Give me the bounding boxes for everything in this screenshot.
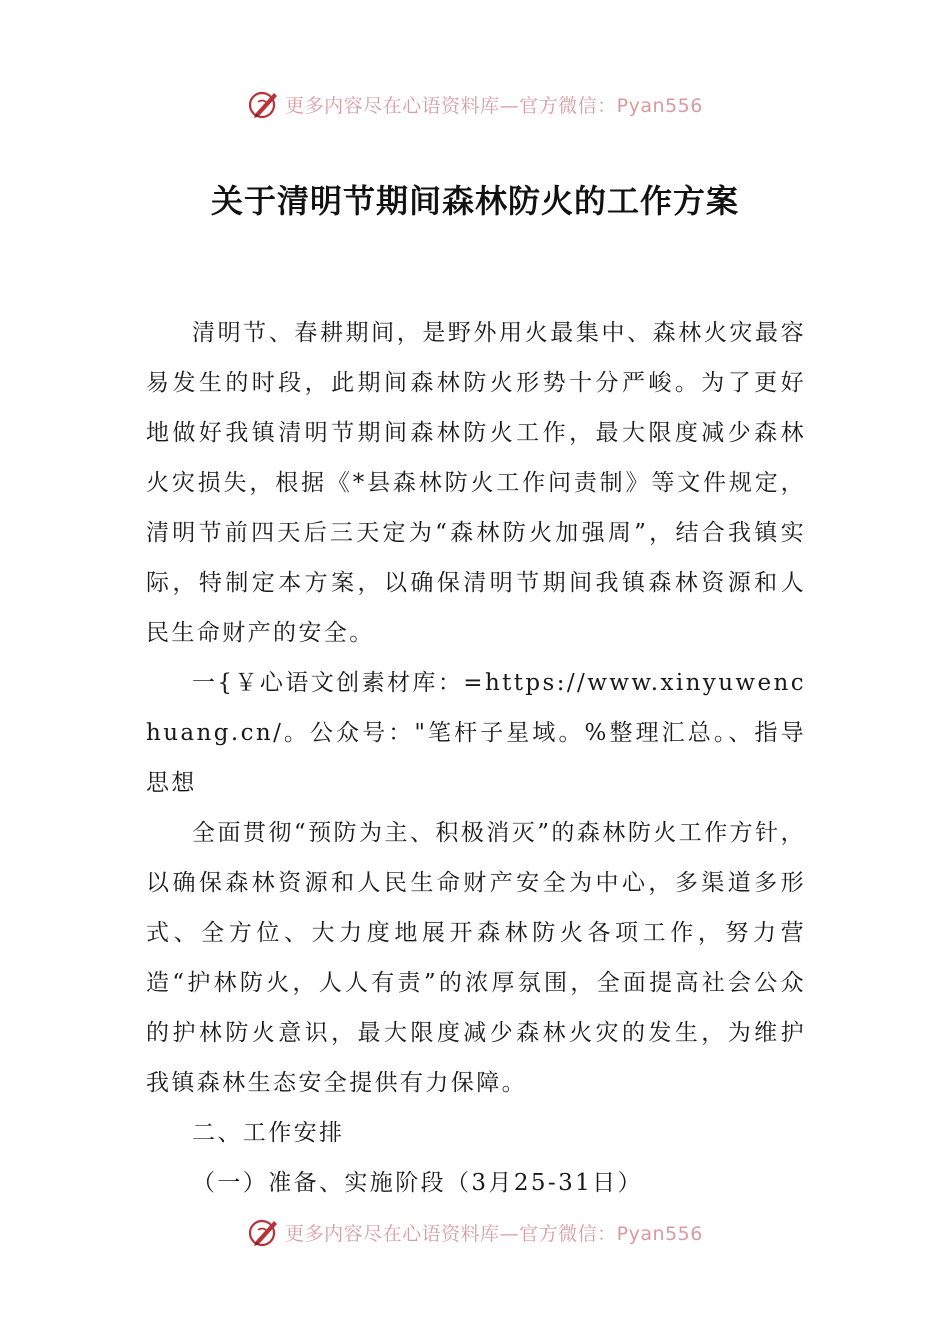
paragraph-section-two-heading: 二、工作安排: [192, 1120, 345, 1146]
document-body: [146, 308, 806, 1208]
paragraph-section-one-heading: 一{￥心语文创素材库：=https://www.xinyuwenchuang.cn/。公众号："笔杆子星域。%整理汇总。、指导思想: [146, 670, 806, 796]
wechat-id: Pyan556: [616, 1222, 703, 1245]
document-title: 关于清明节期间森林防火的工作方案: [210, 182, 739, 220]
pen-circle-icon: [247, 87, 281, 121]
watermark-text: 更多内容尽在心语资料库—官方微信：Pyan556: [285, 1222, 703, 1245]
footer-watermark: [0, 1212, 950, 1252]
paragraph-intro: 清明节、春耕期间，是野外用火最集中、森林火灾最容易发生的时段，此期间森林防火形势十分严峻。为了更好地做好我镇清明节期间森林防火工作，最大限度减少森林火灾损失，根据《*县森林防火工作问责制》等文件规定，清明节前四天后三天定为“森林防火加强周”，结合我镇实际，特制定本方案，以确保清明节期间我镇森林资源和人民生命财产的安全。: [146, 320, 806, 646]
header-watermark: [0, 84, 950, 124]
pen-circle-icon: [247, 1215, 281, 1249]
paragraph-subsection-one: （一）准备、实施阶段（3月25-31日）: [192, 1170, 643, 1196]
watermark-text: 更多内容尽在心语资料库—官方微信：Pyan556: [285, 94, 703, 117]
paragraph-guiding-ideology: 全面贯彻“预防为主、积极消灭”的森林防火工作方针，以确保森林资源和人民生命财产安全为中心，多渠道多形式、全方位、大力度地展开森林防火各项工作，努力营造“护林防火，人人有责”的浓厚氛围，全面提高社会公众的护林防火意识，最大限度减少森林火灾的发生，为维护我镇森林生态安全提供有力保障。: [146, 820, 806, 1096]
wechat-id: Pyan556: [616, 94, 703, 117]
